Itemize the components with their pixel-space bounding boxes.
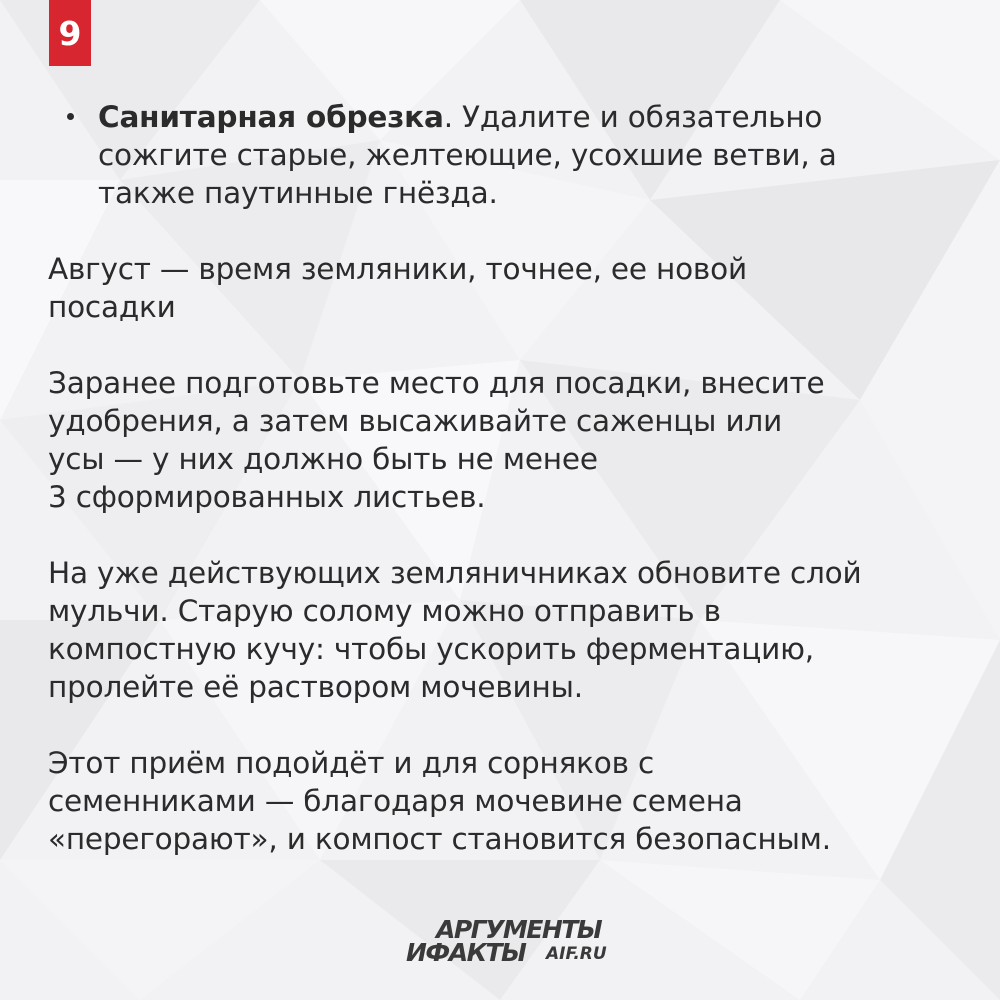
text-line: мульчи. Старую солому можно отправить в bbox=[48, 594, 721, 628]
bullet-line-1 bbox=[98, 98, 948, 136]
logo-site: AIF.RU bbox=[546, 944, 607, 964]
article-text bbox=[48, 98, 948, 896]
text-line: усы — у них должно быть не менее bbox=[48, 442, 598, 476]
bullet-line-3: также паутинные гнёзда. bbox=[98, 176, 498, 210]
text-line: компостную кучу: чтобы ускорить ферментацию, bbox=[48, 632, 814, 666]
text-line: «перегорают», и компост становится безопасным. bbox=[48, 822, 831, 856]
bullet-line-2: сожгите старые, желтеющие, усохшие ветви, а bbox=[98, 138, 837, 172]
bullet-dot-icon bbox=[67, 113, 74, 120]
text-line: семенниками — благодаря мочевине семена bbox=[48, 784, 743, 818]
paragraph-planting bbox=[48, 364, 948, 516]
text-line: Август — время земляники, точнее, ее новой bbox=[48, 252, 747, 286]
bullet-text: . Удалите и обязательно bbox=[443, 100, 823, 134]
bullet-item bbox=[48, 98, 948, 212]
text-line: Этот приём подойдёт и для сорняков с bbox=[48, 746, 655, 780]
logo-line-2: ИФАКТЫ bbox=[406, 938, 526, 967]
bullet-title: Санитарная обрезка bbox=[98, 100, 444, 134]
text-line: 3 сформированных листьев. bbox=[48, 480, 486, 514]
paragraph-mulch bbox=[48, 554, 948, 706]
logo-line-1: АРГУМЕНТЫ bbox=[436, 915, 602, 944]
text-line: посадки bbox=[48, 290, 176, 324]
text-line: удобрения, а затем высаживайте саженцы или bbox=[48, 404, 783, 438]
paragraph-weeds bbox=[48, 744, 948, 858]
aif-logo bbox=[406, 917, 620, 969]
paragraph-august bbox=[48, 250, 948, 326]
page-number-badge: 9 bbox=[49, 0, 91, 66]
text-line: На уже действующих земляничниках обновите слой bbox=[48, 556, 862, 590]
text-line: пролейте её раствором мочевины. bbox=[48, 670, 583, 704]
text-line: Заранее подготовьте место для посадки, внесите bbox=[48, 366, 825, 400]
